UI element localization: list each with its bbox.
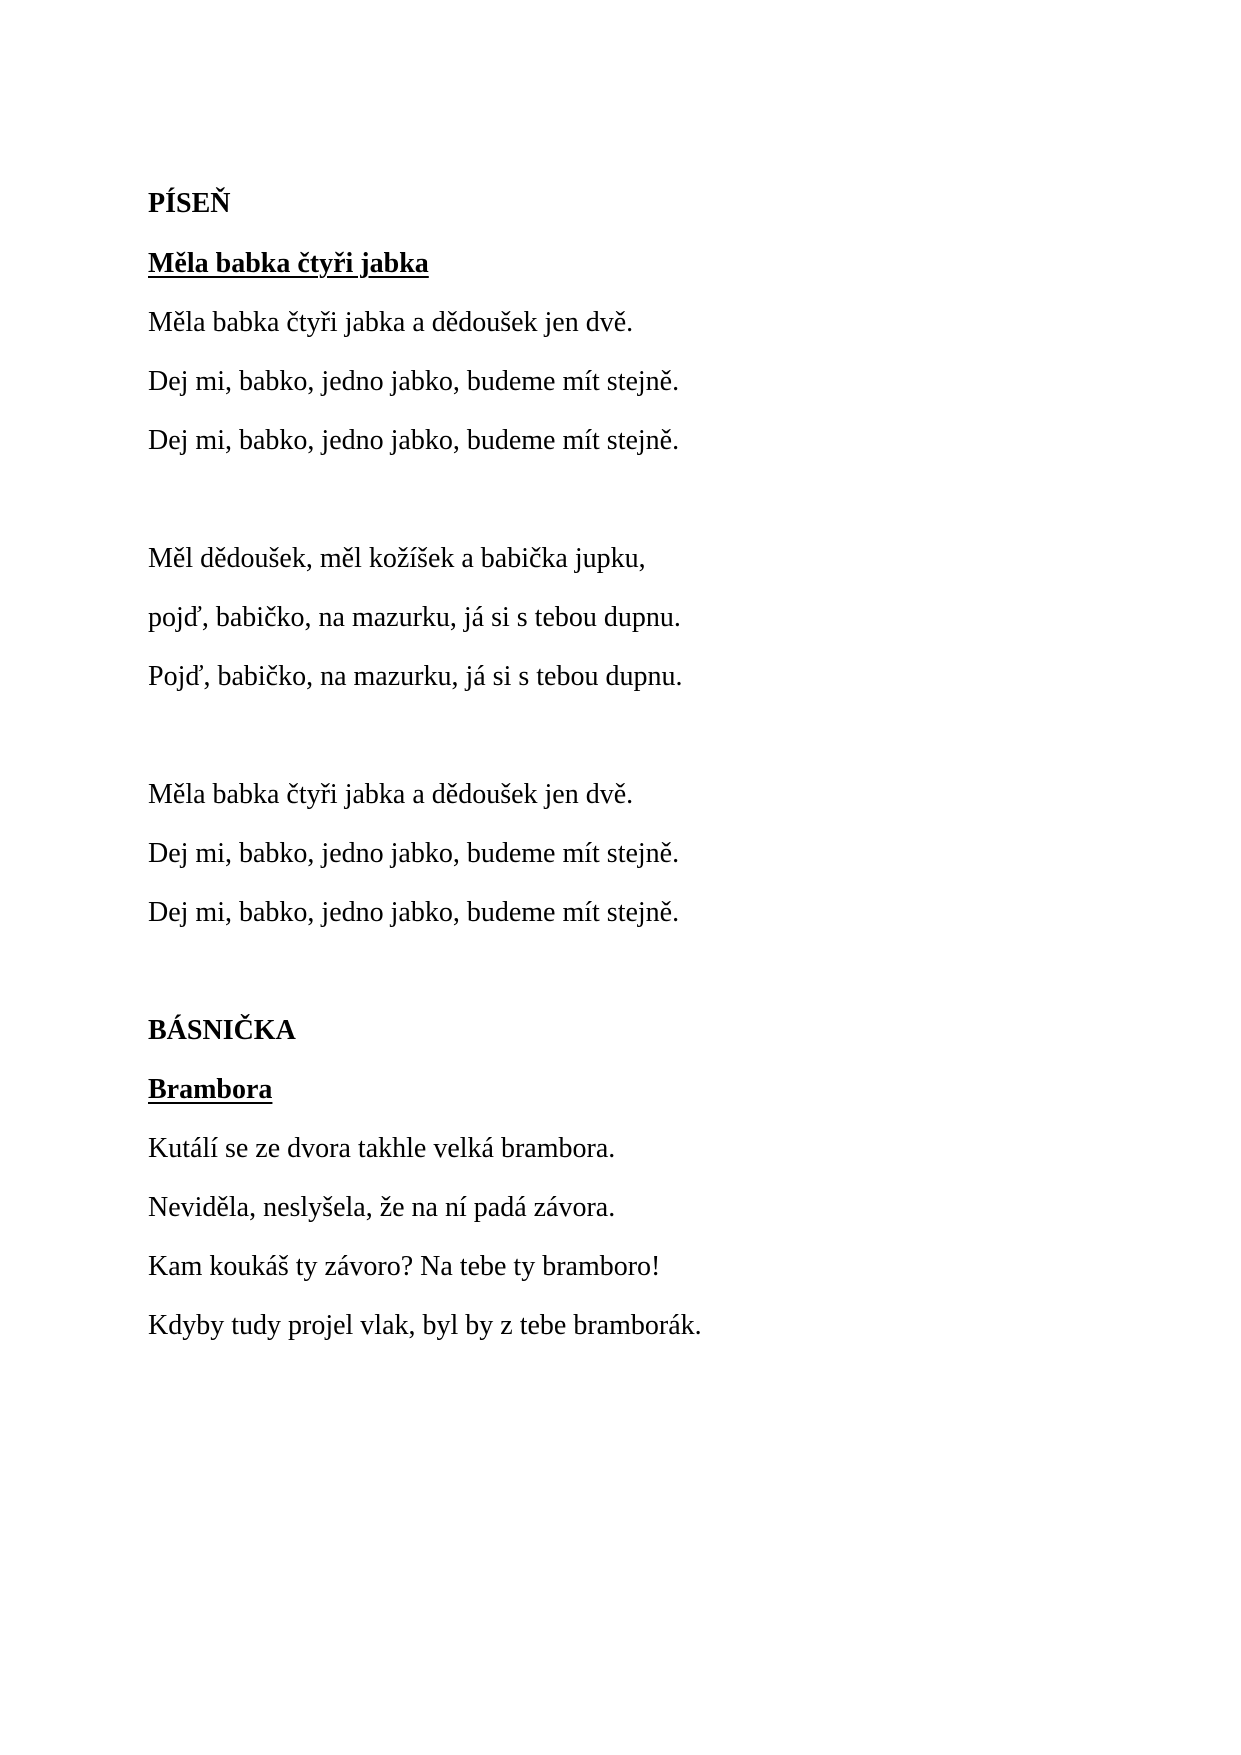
poem-line: Kdyby tudy projel vlak, byl by z tebe bramborák. <box>148 1310 702 1341</box>
song-line: Měla babka čtyři jabka a dědoušek jen dvě. <box>148 779 634 810</box>
song-heading: PÍSEŇ <box>148 188 231 219</box>
poem-line: Kam koukáš ty závoro? Na tebe ty bramboro! <box>148 1251 661 1282</box>
song-title: Měla babka čtyři jabka <box>148 248 429 279</box>
song-line: Dej mi, babko, jedno jabko, budeme mít stejně. <box>148 425 680 456</box>
song-line: Pojď, babičko, na mazurku, já si s tebou dupnu. <box>148 661 683 692</box>
poem-heading: BÁSNIČKA <box>148 1015 296 1046</box>
song-line: Měl dědoušek, měl kožíšek a babička jupku, <box>148 543 646 574</box>
song-line: Měla babka čtyři jabka a dědoušek jen dvě. <box>148 307 634 338</box>
poem-line: Kutálí se ze dvora takhle velká brambora. <box>148 1133 616 1164</box>
poem-line: Neviděla, neslyšela, že na ní padá závora. <box>148 1192 616 1223</box>
song-line: pojď, babičko, na mazurku, já si s tebou dupnu. <box>148 602 681 633</box>
poem-title: Brambora <box>148 1074 273 1105</box>
song-line: Dej mi, babko, jedno jabko, budeme mít stejně. <box>148 366 680 397</box>
song-line: Dej mi, babko, jedno jabko, budeme mít stejně. <box>148 897 680 928</box>
song-line: Dej mi, babko, jedno jabko, budeme mít stejně. <box>148 838 680 869</box>
